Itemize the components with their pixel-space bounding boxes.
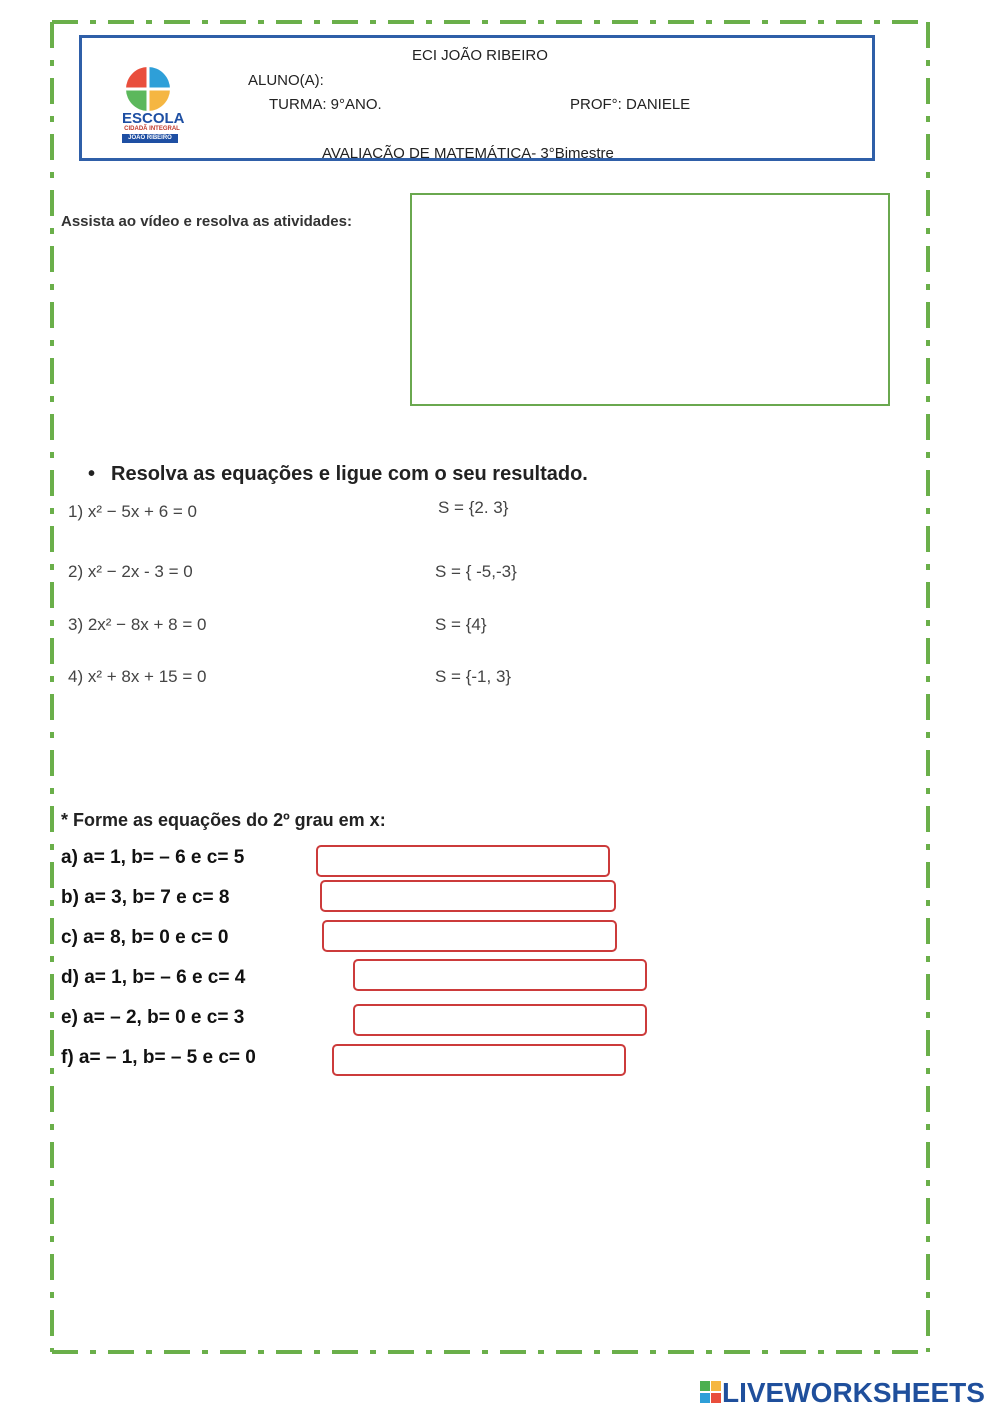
teacher-label: PROF°: DANIELE — [570, 96, 691, 113]
solution-4: S = {-1, 3} — [435, 667, 512, 686]
answer-input-c[interactable] — [322, 920, 617, 952]
item-f-label: f) a= – 1, b= – 5 e c= 0 — [61, 1047, 256, 1068]
answer-input-a[interactable] — [316, 845, 610, 877]
video-player-frame[interactable] — [410, 193, 890, 406]
item-b-label: b) a= 3, b= 7 e c= 8 — [61, 887, 230, 908]
solution-2: S = { -5,-3} — [435, 562, 517, 581]
answer-input-f[interactable] — [332, 1044, 626, 1076]
logo-name: ESCOLA — [122, 110, 185, 127]
logo-subtitle: CIDADÃ INTEGRAL — [124, 126, 180, 132]
answer-input-b[interactable] — [320, 880, 616, 912]
class-label: TURMA: 9°ANO. — [269, 96, 382, 113]
item-c-label: c) a= 8, b= 0 e c= 0 — [61, 927, 229, 948]
solution-3: S = {4} — [435, 615, 487, 634]
student-label: ALUNO(A): — [248, 72, 324, 89]
equation-3: 3) 2x² − 8x + 8 = 0 — [68, 615, 207, 634]
school-name: ECI JOÃO RIBEIRO — [412, 47, 548, 64]
item-a-label: a) a= 1, b= – 6 e c= 5 — [61, 847, 245, 868]
equation-1: 1) x² − 5x + 6 = 0 — [68, 502, 197, 521]
logo-tag: JOÃO RIBEIRO — [122, 134, 178, 143]
video-instruction: Assista ao vídeo e resolva as atividades: — [61, 213, 352, 230]
solution-1: S = {2. 3} — [438, 498, 509, 517]
answer-input-e[interactable] — [353, 1004, 647, 1036]
equation-2: 2) x² − 2x - 3 = 0 — [68, 562, 193, 581]
header-box — [79, 35, 875, 161]
item-d-label: d) a= 1, b= – 6 e c= 4 — [61, 967, 246, 988]
liveworksheets-logo-icon — [700, 1378, 722, 1408]
bullet-icon: • — [88, 463, 96, 485]
equation-4: 4) x² + 8x + 15 = 0 — [68, 667, 207, 686]
equations-instruction-text: Resolva as equações e ligue com o seu resultado. — [111, 463, 588, 485]
item-e-label: e) a= – 2, b= 0 e c= 3 — [61, 1007, 245, 1028]
school-logo-icon — [124, 66, 172, 112]
answer-input-d[interactable] — [353, 959, 647, 991]
equations-instruction — [88, 463, 588, 486]
assessment-title: AVALIACÃO DE MATEMÁTICA- 3°Bimestre — [322, 145, 614, 162]
form-instruction: * Forme as equações do 2º grau em x: — [61, 810, 386, 830]
liveworksheets-brand[interactable]: LIVEWORKSHEETS — [722, 1377, 985, 1408]
